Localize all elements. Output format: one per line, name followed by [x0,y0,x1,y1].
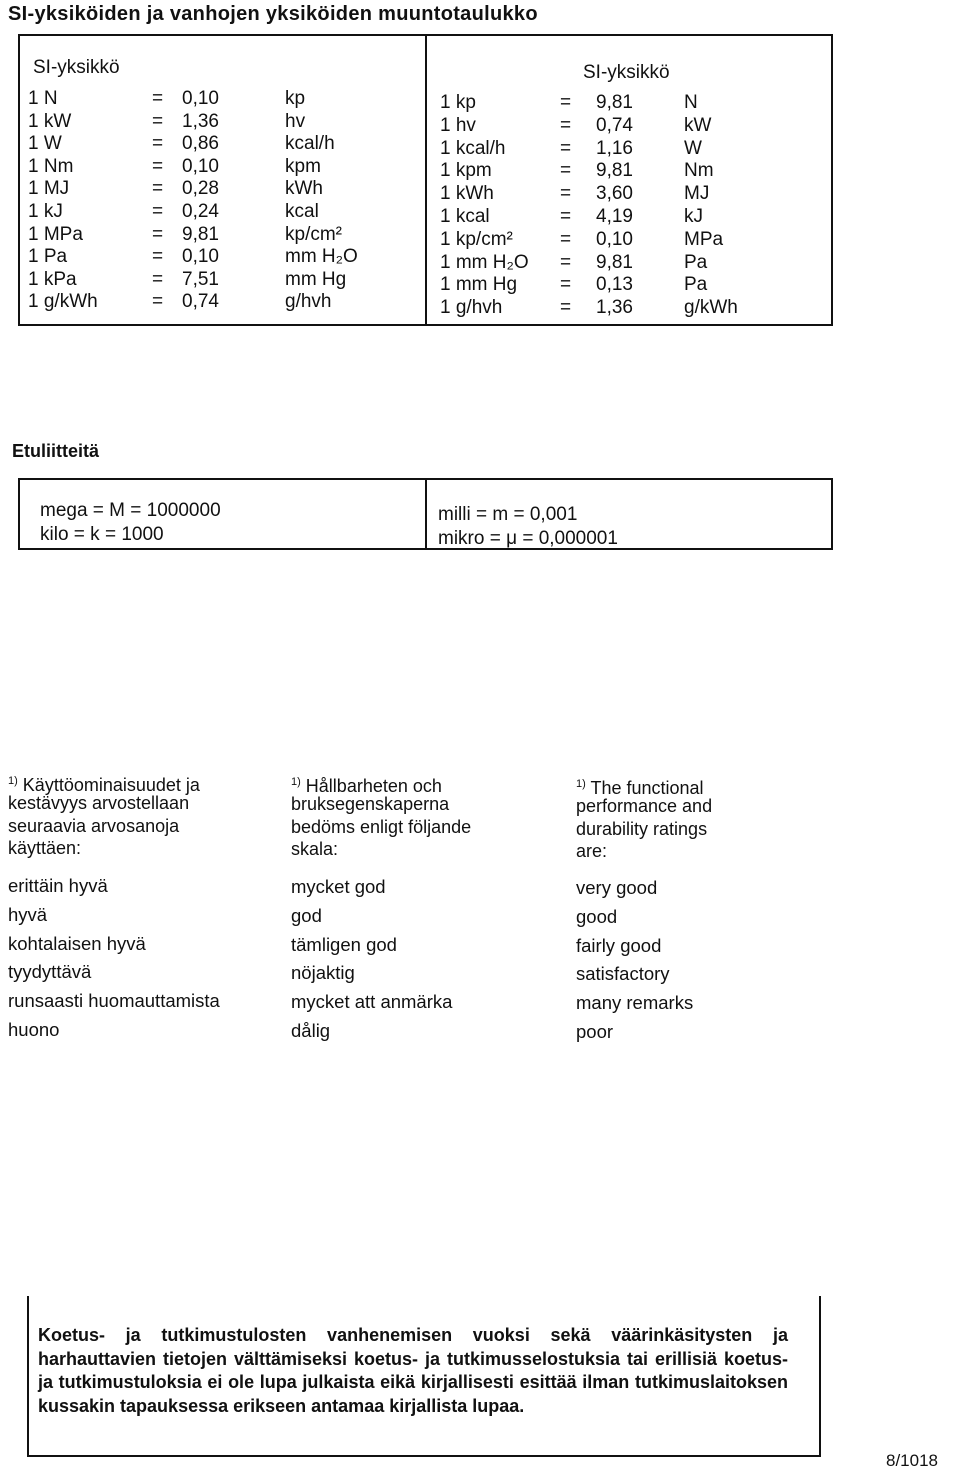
value-cell: 1,16 [596,137,633,159]
old-unit-cell: hv [285,110,306,132]
equals-cell: = [152,88,164,109]
value-cell: 0,74 [596,114,633,136]
unit-cell: 1 g/kWh [28,291,98,313]
old-unit-cell: g/hvh [285,291,332,313]
old-unit-cell: kp/cm² [285,223,342,245]
prefix-divider [425,478,427,550]
si-unit-cell: Nm [684,160,714,182]
rating-intro-line [291,816,471,838]
equals-cell: = [152,223,164,245]
prefix-mega: mega = M = 1000000 [40,500,221,521]
rating-intro-line [576,818,707,840]
equals-cell: = [560,92,572,113]
value-cell: 0,10 [596,228,633,250]
si-unit-cell: kJ [684,206,703,227]
si-unit-cell: W [684,137,702,159]
rating-item: mycket god [291,876,386,897]
rating-item: satisfactory [576,963,670,985]
rating-intro-text: Hållbarheten och [305,776,442,796]
old-unit-cell: mm Hg [285,268,347,290]
unit-cell: 1 kcal/h [440,137,506,159]
rating-item: good [576,905,618,927]
value-cell: 0,74 [182,291,219,313]
equals-cell: = [152,110,164,132]
equals-cell: = [152,155,164,177]
equals-cell: = [560,137,572,159]
old-unit-cell: kpm [285,155,321,177]
equals-cell: = [152,268,164,290]
rating-intro-line [291,793,449,815]
rating-intro-text: käyttäen: [8,837,82,858]
rating-item: fairly good [576,934,662,956]
footnote-marker: 1) [291,776,301,788]
prefix-left-border [18,478,20,550]
value-cell: 4,19 [596,206,633,227]
equals-cell: = [152,201,164,222]
notice-left-border [27,1296,29,1456]
equals-cell: = [152,291,164,313]
value-cell: 1,36 [182,110,219,132]
si-unit-cell: kW [684,114,712,136]
value-cell: 0,10 [182,246,219,268]
unit-cell: 1 Pa [28,246,68,268]
page-number: 8/1018 [886,1451,938,1470]
rating-item: kohtalaisen hyvä [8,932,146,954]
si-unit-cell: N [684,92,698,113]
equals-cell: = [560,114,572,136]
rating-intro-text: kestävyys arvostellaan [8,793,190,814]
rating-item: runsaasti huomauttamista [8,990,220,1012]
rating-item: many remarks [576,992,694,1014]
si-unit-cell: Pa [684,274,708,296]
equals-cell: = [152,246,164,268]
unit-cell: 1 g/hvh [440,297,503,319]
footnote-marker: 1) [8,775,18,787]
value-cell: 1,36 [596,297,633,319]
rating-intro-text: bruksegenskaperna [291,794,450,815]
old-unit-cell: mm H₂O [285,246,358,268]
unit-cell: 1 kWh [440,183,494,205]
rating-item: dålig [291,1020,331,1041]
right-column-header: SI-yksikkö [583,62,670,83]
unit-cell: 1 kJ [28,201,63,222]
prefix-mikro: mikro = μ = 0,000001 [438,528,618,549]
rating-intro-line [8,792,189,814]
si-unit-cell: MJ [684,183,710,205]
rating-item: poor [576,1021,614,1042]
value-cell: 7,51 [182,268,219,290]
unit-cell: 1 kp [440,92,476,113]
si-unit-cell: MPa [684,228,724,250]
prefix-right-border [831,478,833,550]
unit-cell: 1 mm Hg [440,274,518,296]
value-cell: 9,81 [182,223,219,245]
rating-intro-text: are: [576,840,608,861]
rating-item: mycket att anmärka [291,991,453,1013]
notice-right-border [819,1296,821,1456]
rating-intro-text: bedöms enligt följande [291,816,472,837]
unit-cell: 1 kcal [440,206,490,227]
value-cell: 0,10 [182,88,219,109]
unit-cell: 1 kW [28,110,72,132]
rating-item: tyydyttävä [8,961,92,983]
notice-text: Koetus- ja tutkimustulosten vanhenemisen vuoksi sekä väärinkäsitysten ja harhauttavien tietojen välttämiseksi koetus- ja tutkimusselostuksia tai erillisiä koetus- ja tutkimustuloksia ei ole lupa julkaista eikä kirjallisesti esittää ilman tutkimuslaitoksen kussakin tapauksessa erikseen antamaa kirjallista lupaa. [38,1325,788,1416]
rating-item: erittäin hyvä [8,875,108,896]
footnote-marker: 1) [576,778,586,790]
equals-cell: = [152,178,164,200]
prefix-bottom-border [18,548,833,550]
rating-intro-text: skala: [291,838,339,859]
unit-cell: 1 kp/cm² [440,228,513,250]
left-column-header: SI-yksikkö [33,57,120,78]
rating-intro-text: performance and [576,796,713,817]
value-cell: 0,10 [182,155,219,177]
prefix-kilo: kilo = k = 1000 [40,524,164,545]
unit-cell: 1 Nm [28,155,74,177]
value-cell: 0,13 [596,274,633,296]
equals-cell: = [152,133,164,155]
unit-cell: 1 kPa [28,268,77,290]
old-unit-cell: kcal/h [285,133,335,155]
equals-cell: = [560,297,572,319]
rating-intro-text: The functional [590,778,704,798]
value-cell: 3,60 [596,183,633,205]
unit-cell: 1 mm H₂O [440,251,529,273]
prefixes-title: Etuliitteitä [12,441,100,461]
rating-item: nöjaktig [291,962,355,984]
rating-intro-line [8,815,179,837]
unit-cell: 1 W [28,133,62,155]
equals-cell: = [560,274,572,296]
value-cell: 9,81 [596,92,633,113]
unit-cell: 1 MJ [28,178,70,200]
rating-intro-text: seuraavia arvosanoja [8,815,180,836]
rating-item: huono [8,1019,60,1040]
rating-item: very good [576,877,658,898]
table-divider [425,34,427,326]
equals-cell: = [560,206,572,227]
value-cell: 0,28 [182,178,219,200]
unit-cell: 1 kpm [440,160,492,182]
value-cell: 9,81 [596,251,633,273]
rating-item: hyvä [8,903,48,925]
rating-item: god [291,904,322,926]
equals-cell: = [560,228,572,250]
page-title: SI-yksiköiden ja vanhojen yksiköiden muuntotaulukko [8,3,538,25]
equals-cell: = [560,160,572,182]
value-cell: 9,81 [596,160,633,182]
unit-cell: 1 MPa [28,223,83,245]
rating-intro-text: Käyttöominaisuudet ja [22,775,200,795]
value-cell: 0,24 [182,201,219,222]
si-unit-cell: Pa [684,251,708,273]
rating-item: tämligen god [291,933,397,955]
old-unit-cell: kWh [285,178,323,200]
prefix-milli: milli = m = 0,001 [438,504,578,525]
rating-intro-text: durability ratings [576,818,708,839]
table-left-border [18,34,20,326]
unit-cell: 1 N [28,88,58,109]
table-right-border [831,34,833,326]
unit-cell: 1 hv [440,114,476,136]
equals-cell: = [560,251,572,273]
equals-cell: = [560,183,572,205]
notice-bottom-border [27,1455,821,1457]
rating-intro-line [576,840,607,862]
rating-intro-line [291,838,338,860]
old-unit-cell: kcal [285,201,319,222]
value-cell: 0,86 [182,133,219,155]
rating-intro-line [8,837,81,859]
rating-intro-line [576,795,712,817]
si-unit-cell: g/kWh [684,297,738,319]
old-unit-cell: kp [285,88,306,109]
